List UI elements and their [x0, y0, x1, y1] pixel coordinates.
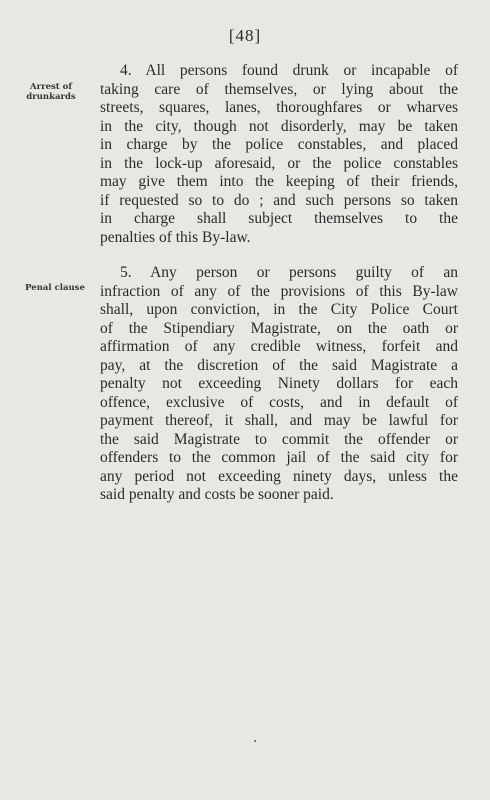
- paragraph-line: in the city, though not disorderly, may be taken: [100, 117, 458, 135]
- paragraph-line: in charge shall subject themselves to the: [100, 210, 458, 227]
- margin-note-penal-clause: Penal clause: [25, 283, 85, 293]
- paragraph-line: penalty not exceeding Ninety dollars for each: [100, 375, 458, 392]
- paragraph-line: in charge by the police constables, and placed: [100, 136, 458, 153]
- page-number: [48]: [228, 26, 262, 45]
- margin-note-arrest-of-drunkards: Arrest of drunkards: [26, 82, 76, 102]
- paragraph-line: if requested so to do ; and such persons so taken: [100, 191, 458, 209]
- paragraph-line: penalties of this By-law.: [100, 228, 251, 246]
- paragraph-line: of the Stipendiary Magistrate, on the oath or: [100, 319, 458, 337]
- paragraph-line: shall, upon conviction, in the City Police Court: [100, 301, 458, 318]
- paragraph-line: offence, exclusive of costs, and in default of: [100, 393, 458, 411]
- paragraph-line: may give them into the keeping of their friends,: [100, 173, 458, 190]
- paper-speck: [254, 740, 256, 742]
- paragraph-line: affirmation of any credible witness, forfeit and: [100, 338, 458, 355]
- paragraph-line: any period not exceeding ninety days, unless the: [100, 467, 458, 485]
- paragraph-line: streets, squares, lanes, thoroughfares or wharves: [100, 99, 458, 116]
- paragraph-line: payment thereof, it shall, and may be lawful for: [100, 412, 458, 429]
- paragraph-line: in the lock-up aforesaid, or the police constables: [100, 154, 458, 172]
- paragraph-line: pay, at the discretion of the said Magistrate a: [100, 356, 458, 374]
- paragraph-line: the said Magistrate to commit the offender or: [100, 430, 458, 448]
- paragraph-line: 5. Any person or persons guilty of an: [120, 264, 458, 281]
- paragraph-line: said penalty and costs be sooner paid.: [100, 486, 334, 503]
- paragraph-line: 4. All persons found drunk or incapable of: [120, 62, 458, 79]
- paragraph-line: infraction of any of the provisions of this By-law: [100, 282, 458, 300]
- paragraph-line: offenders to the common jail of the said city for: [100, 449, 458, 466]
- paragraph-line: taking care of themselves, or lying about the: [100, 80, 458, 98]
- paragraph-4: [100, 62, 458, 247]
- paragraph-5: [100, 264, 458, 505]
